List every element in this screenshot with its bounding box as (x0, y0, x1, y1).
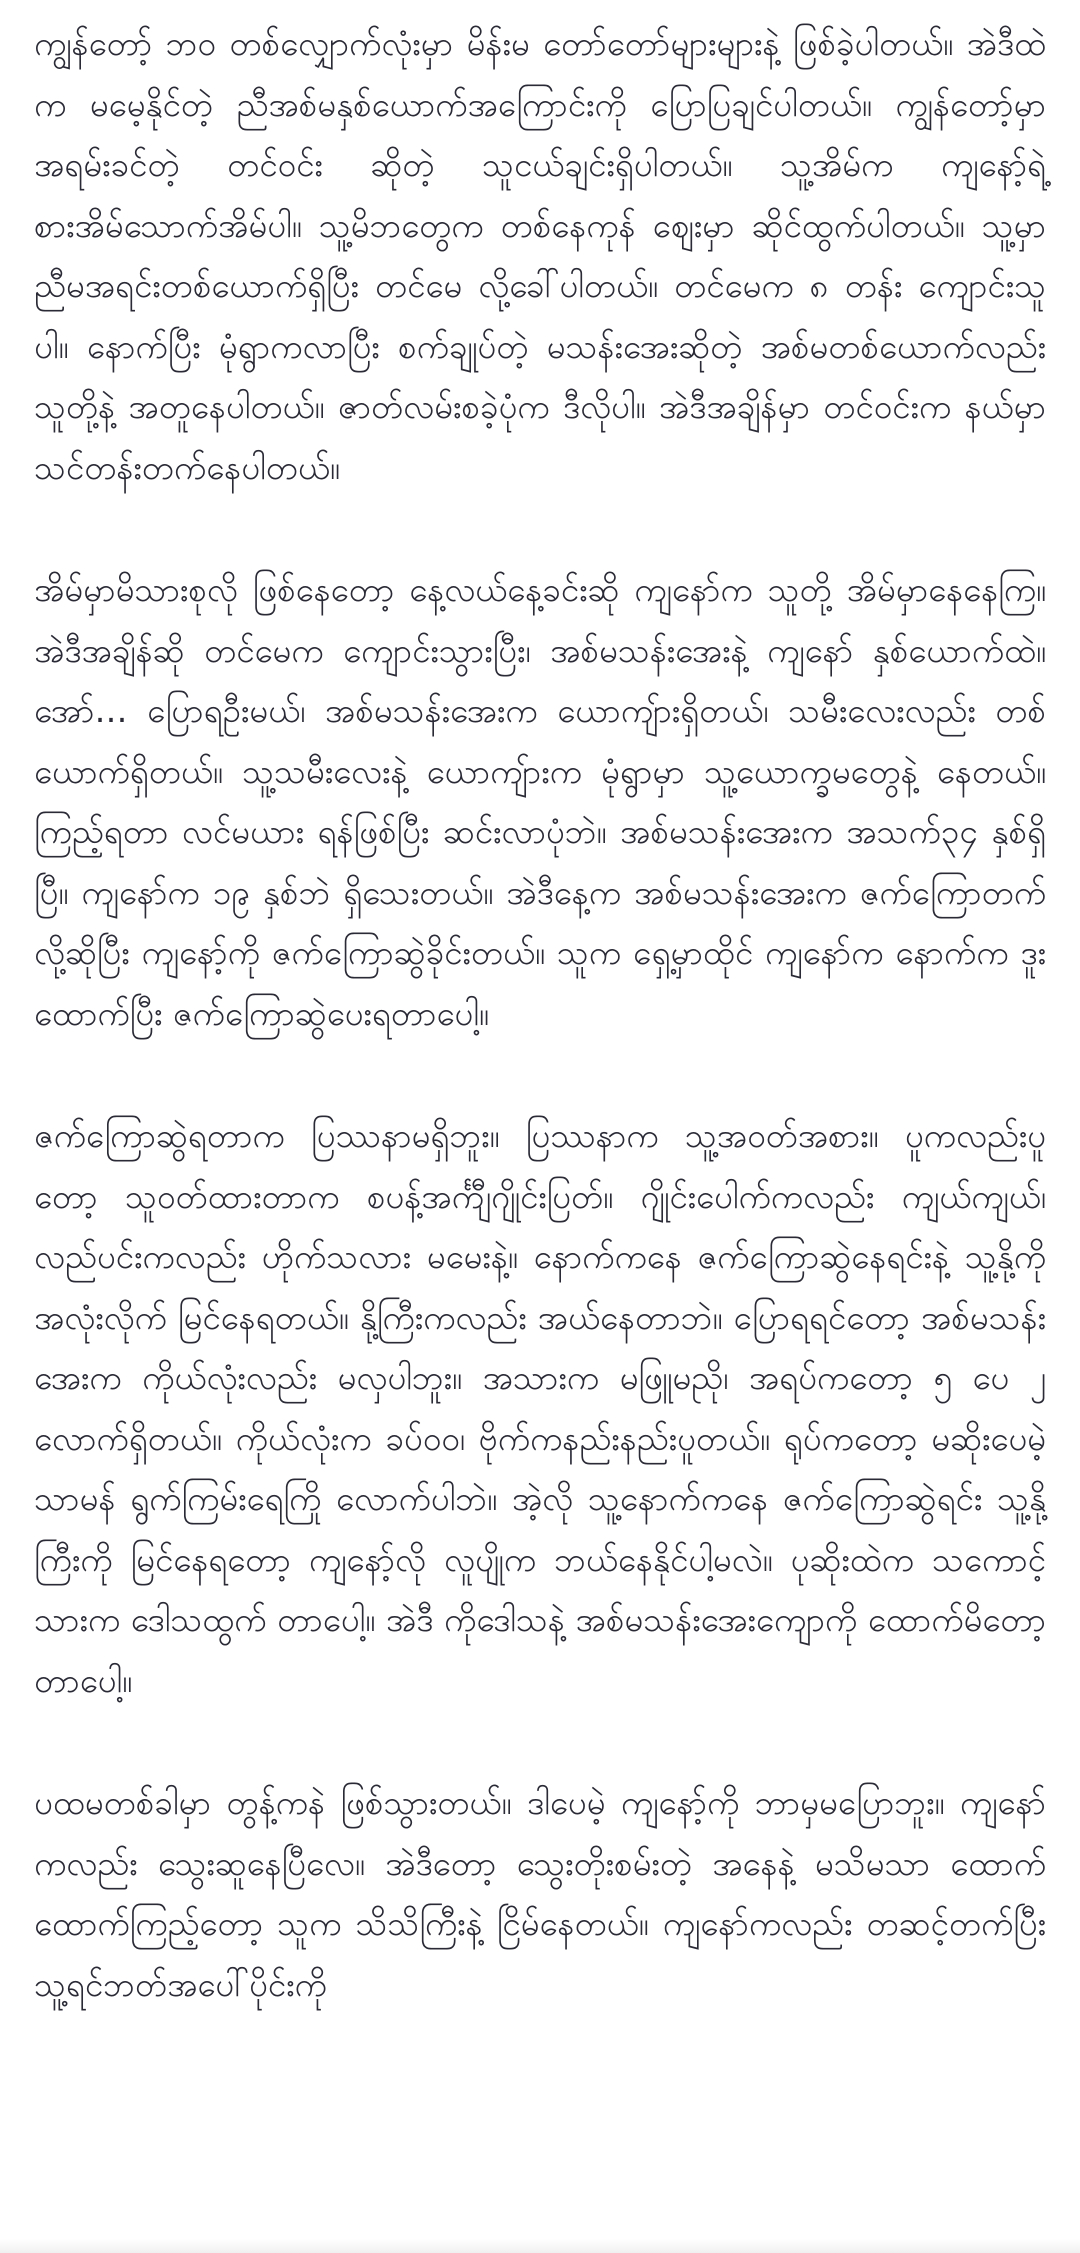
paragraph-1: ကျွန်တော့် ဘဝ တစ်လျှောက်လုံးမှာ မိန်းမ တော်တော်များများနဲ့ ဖြစ်ခဲ့ပါတယ်။ အဲဒီထဲက မမေ့နိုင်တဲ့ ညီအစ်မနှစ်ယောက်အကြောင်းကို ပြောပြချင်ပါတယ်။ ကျွန်တော့်မှာ အရမ်းခင်တဲ့ တင်ဝင်း ဆိုတဲ့ သူငယ်ချင်းရှိပါတယ်။ သူ့အိမ်က ကျနော့်ရဲ့ စားအိမ်သောက်အိမ်ပါ။ သူ့မိဘတွေက တစ်နေကုန် ဈေးမှာ ဆိုင်ထွက်ပါတယ်။ သူ့မှာ ညီမအရင်းတစ်ယောက်ရှိပြီး တင်မေ လို့ခေါ်ပါတယ်။ တင်မေက ၈ တန်း ကျောင်းသူပါ။ နောက်ပြီး မုံရွာကလာပြီး စက်ချုပ်တဲ့ မသန်းအေးဆိုတဲ့ အစ်မတစ်ယောက်လည်း သူတို့နဲ့ အတူနေပါတယ်။ ဇာတ်လမ်းစခဲ့ပုံက ဒီလိုပါ။ အဲဒီအချိန်မှာ တင်ဝင်းက နယ်မှာ သင်တန်းတက်နေပါတယ်။ (34, 24, 1046, 487)
paragraph-2: အိမ်မှာမိသားစုလို ဖြစ်နေတော့ နေ့လယ်နေ့ခင်းဆို ကျနော်က သူတို့ အိမ်မှာနေနေကြ။ အဲဒီအချိန်ဆို တင်မေက ကျောင်းသွားပြီး၊ အစ်မသန်းအေးနဲ့ ကျနော် နှစ်ယောက်ထဲ။ အော်… ပြောရဦးမယ်၊ အစ်မသန်းအေးက ယောကျ်ားရှိတယ်၊ သမီးလေးလည်း တစ်ယောက်ရှိတယ်။ သူ့သမီးလေးနဲ့ ယောကျ်ားက မုံရွာမှာ သူ့ယောက္ခမတွေနဲ့ နေတယ်။ ကြည့်ရတာ လင်မယား ရန်ဖြစ်ပြီး ဆင်းလာပုံဘဲ။ အစ်မသန်းအေးက အသက်၃၄ နှစ်ရှိပြီ။ ကျနော်က ၁၉ နှစ်ဘဲ ရှိသေးတယ်။ အဲဒီနေ့က အစ်မသန်းအေးက ဇက်ကြောတက်လို့ဆိုပြီး ကျနော့်ကို ဇက်ကြောဆွဲခိုင်းတယ်။ သူက ရှေ့မှာထိုင် ကျနော်က နောက်က ဒူးထောက်ပြီး ဇက်ကြောဆွဲပေးရတာပေါ့။ (34, 570, 1046, 1033)
page-bottom-edge (0, 2239, 1080, 2253)
paragraph-3: ဇက်ကြောဆွဲရတာက ပြဿနာမရှိဘူး။ ပြဿနာက သူ့အဝတ်အစား။ ပူကလည်းပူတော့ သူဝတ်ထားတာက စပန့်အင်္ကျီဂျိုင်းပြတ်။ ဂျိုင်းပေါက်ကလည်း ကျယ်ကျယ်၊ လည်ပင်းကလည်း ဟိုက်သလား မမေးနဲ့။ နောက်ကနေ ဇက်ကြောဆွဲနေရင်းနဲ့ သူ့နို့ကို အလုံးလိုက် မြင်နေရတယ်။ နို့ကြီးကလည်း အယ်နေတာဘဲ။ ပြောရရင်တော့ အစ်မသန်းအေးက ကိုယ်လုံးလည်း မလှပါဘူး။ အသားက မဖြူမညို၊ အရပ်ကတော့ ၅ ပေ ၂ လောက်ရှိတယ်။ ကိုယ်လုံးက ခပ်ဝဝ၊ ဗိုက်ကနည်းနည်းပူတယ်။ ရုပ်ကတော့ မဆိုးပေမဲ့ သာမန် ရွက်ကြမ်းရေကြို လောက်ပါဘဲ။ အဲ့လို သူ့နောက်ကနေ ဇက်ကြောဆွဲရင်း သူ့နို့ကြီးကို မြင်နေရတော့ ကျနော့်လို လူပျိုက ဘယ်နေနိုင်ပါ့မလဲ။ ပုဆိုးထဲက သကောင့်သားက ဒေါသထွက် တာပေါ့။ အဲဒီ ကိုဒေါသနဲ့ အစ်မသန်းအေးကျောကို ထောက်မိတော့တာပေါ့။ (34, 1116, 1046, 1700)
article-body (34, 14, 1046, 2077)
paragraph-4: ပထမတစ်ခါမှာ တွန့်ကနဲ ဖြစ်သွားတယ်။ ဒါပေမဲ့ ကျနော့်ကို ဘာမှမပြောဘူး။ ကျနော်ကလည်း သွေးဆူနေပြီလေ။ အဲဒီတော့ သွေးတိုးစမ်းတဲ့ အနေနဲ့ မသိမသာ ထောက်ထောက်ကြည့်တော့ သူက သိသိကြီးနဲ့ ငြိမ်နေတယ်။ ကျနော်ကလည်း တဆင့်တက်ပြီး သူ့ရင်ဘတ်အပေါ်ပိုင်းကို (34, 1783, 1046, 2004)
